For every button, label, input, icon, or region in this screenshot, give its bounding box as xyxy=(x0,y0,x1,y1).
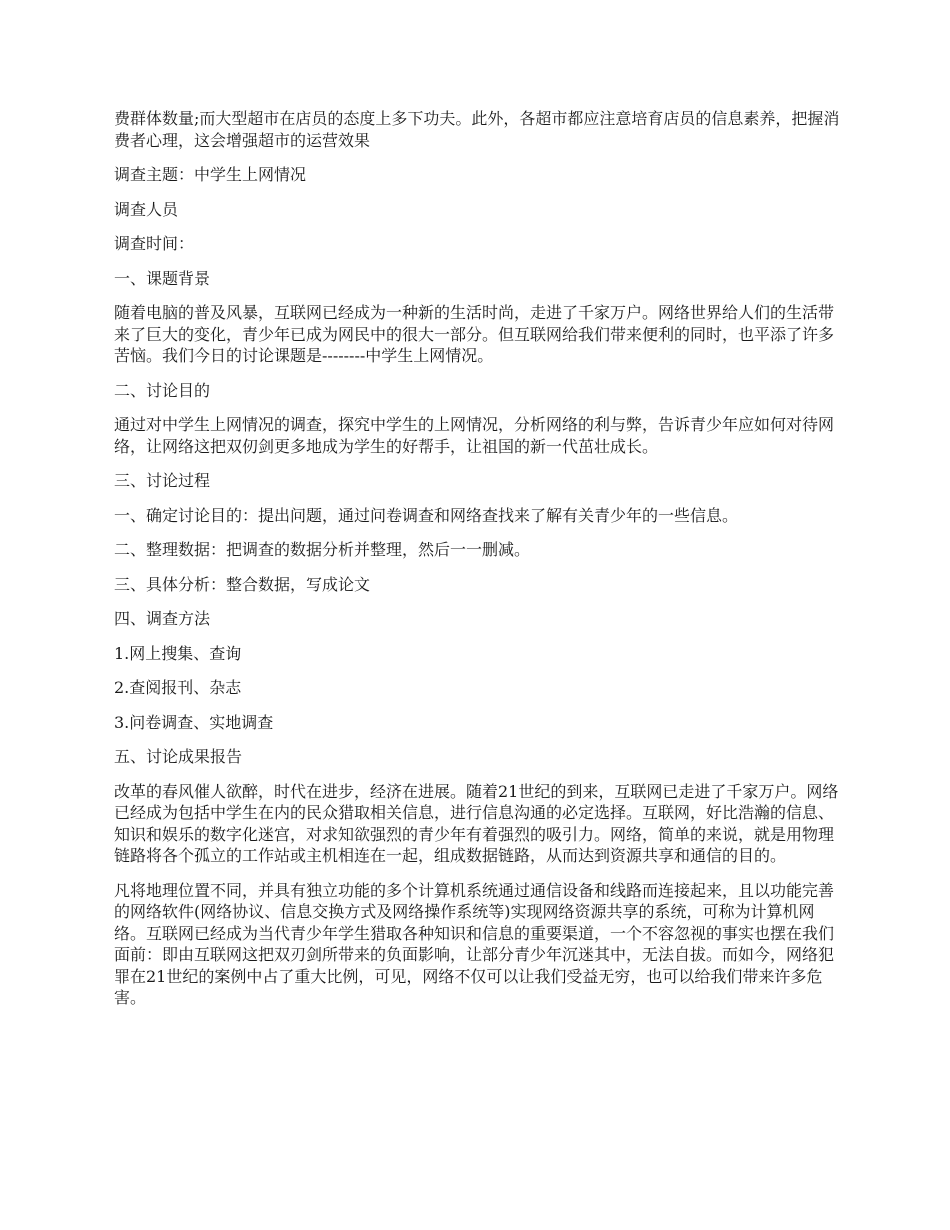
survey-staff: 调查人员 xyxy=(114,199,179,219)
paragraph-supermarket-conclusion: 费群体数量;而大型超市在店员的态度上多下功夫。此外，各超市都应注意培育店员的信息素养，把握消费者心理，这会增强超市的运营效果 xyxy=(114,109,840,150)
document-page xyxy=(114,108,840,1022)
section-heading-purpose: 二、讨论目的 xyxy=(114,380,211,400)
method-item-2: 2.查阅报刊、杂志 xyxy=(114,678,242,697)
paragraph-background: 随着电脑的普及风暴，互联网已经成为一种新的生活时尚，走进了千家万户。网络世界给人们的生活带来了巨大的变化，青少年已成为网民中的很大一部分。但互联网给我们带来便利的同时，也平添了许多苦恼。我们今日的讨论课题是--------中学生上网情况。 xyxy=(114,303,835,365)
section-heading-background: 一、课题背景 xyxy=(114,268,211,288)
paragraph-report-1: 改革的春风催人欲醉，时代在进步，经济在进展。随着21世纪的到来，互联网已走进了千家万户。网络已经成为包括中学生在内的民众猎取相关信息，进行信息沟通的必定选择。互联网，好比浩瀚的信息、知识和娱乐的数字化迷宫，对求知欲强烈的青少年有着强烈的吸引力。网络，简单的来说，就是用物理链路将各个孤立的工作站或主机相连在一起，组成数据链路，从而达到资源共享和通信的目的。 xyxy=(114,781,839,865)
survey-time: 调查时间： xyxy=(114,234,195,253)
survey-topic: 调查主题：中学生上网情况 xyxy=(114,165,307,184)
section-heading-report: 五、讨论成果报告 xyxy=(114,747,243,766)
method-item-1: 1.网上搜集、查询 xyxy=(114,643,242,663)
section-heading-method: 四、调查方法 xyxy=(114,609,211,628)
paragraph-report-2: 凡将地理位置不同，并具有独立功能的多个计算机系统通过通信设备和线路而连接起来，且以功能完善的网络软件(网络协议、信息交换方式及网络操作系统等)实现网络资源共享的系统，可称为计算机网络。互联网已经成为当代青少年学生猎取各种知识和信息的重要渠道，一个不容忽视的事实也摆在我们面前：即由互联网这把双刃剑所带来的负面影响，让部分青少年沉迷其中，无法自拔。而如今，网络犯罪在21世纪的案例中占了重大比例，可见，网络不仅可以让我们受益无穷，也可以给我们带来许多危害。 xyxy=(114,880,835,1007)
process-step-3: 三、具体分析：整合数据，写成论文 xyxy=(114,574,371,594)
method-item-3: 3.问卷调查、实地调查 xyxy=(114,712,274,732)
process-step-2: 二、整理数据：把调查的数据分析并整理，然后一一删减。 xyxy=(114,540,531,559)
paragraph-purpose: 通过对中学生上网情况的调查，探究中学生的上网情况，分析网络的利与弊，告诉青少年应如何对待网络，让网络这把双仞剑更多地成为学生的好帮手，让祖国的新一代茁壮成长。 xyxy=(114,415,835,456)
section-heading-process: 三、讨论过程 xyxy=(114,471,211,490)
process-step-1: 一、确定讨论目的：提出问题，通过问卷调查和网络查找来了解有关青少年的一些信息。 xyxy=(114,505,739,525)
